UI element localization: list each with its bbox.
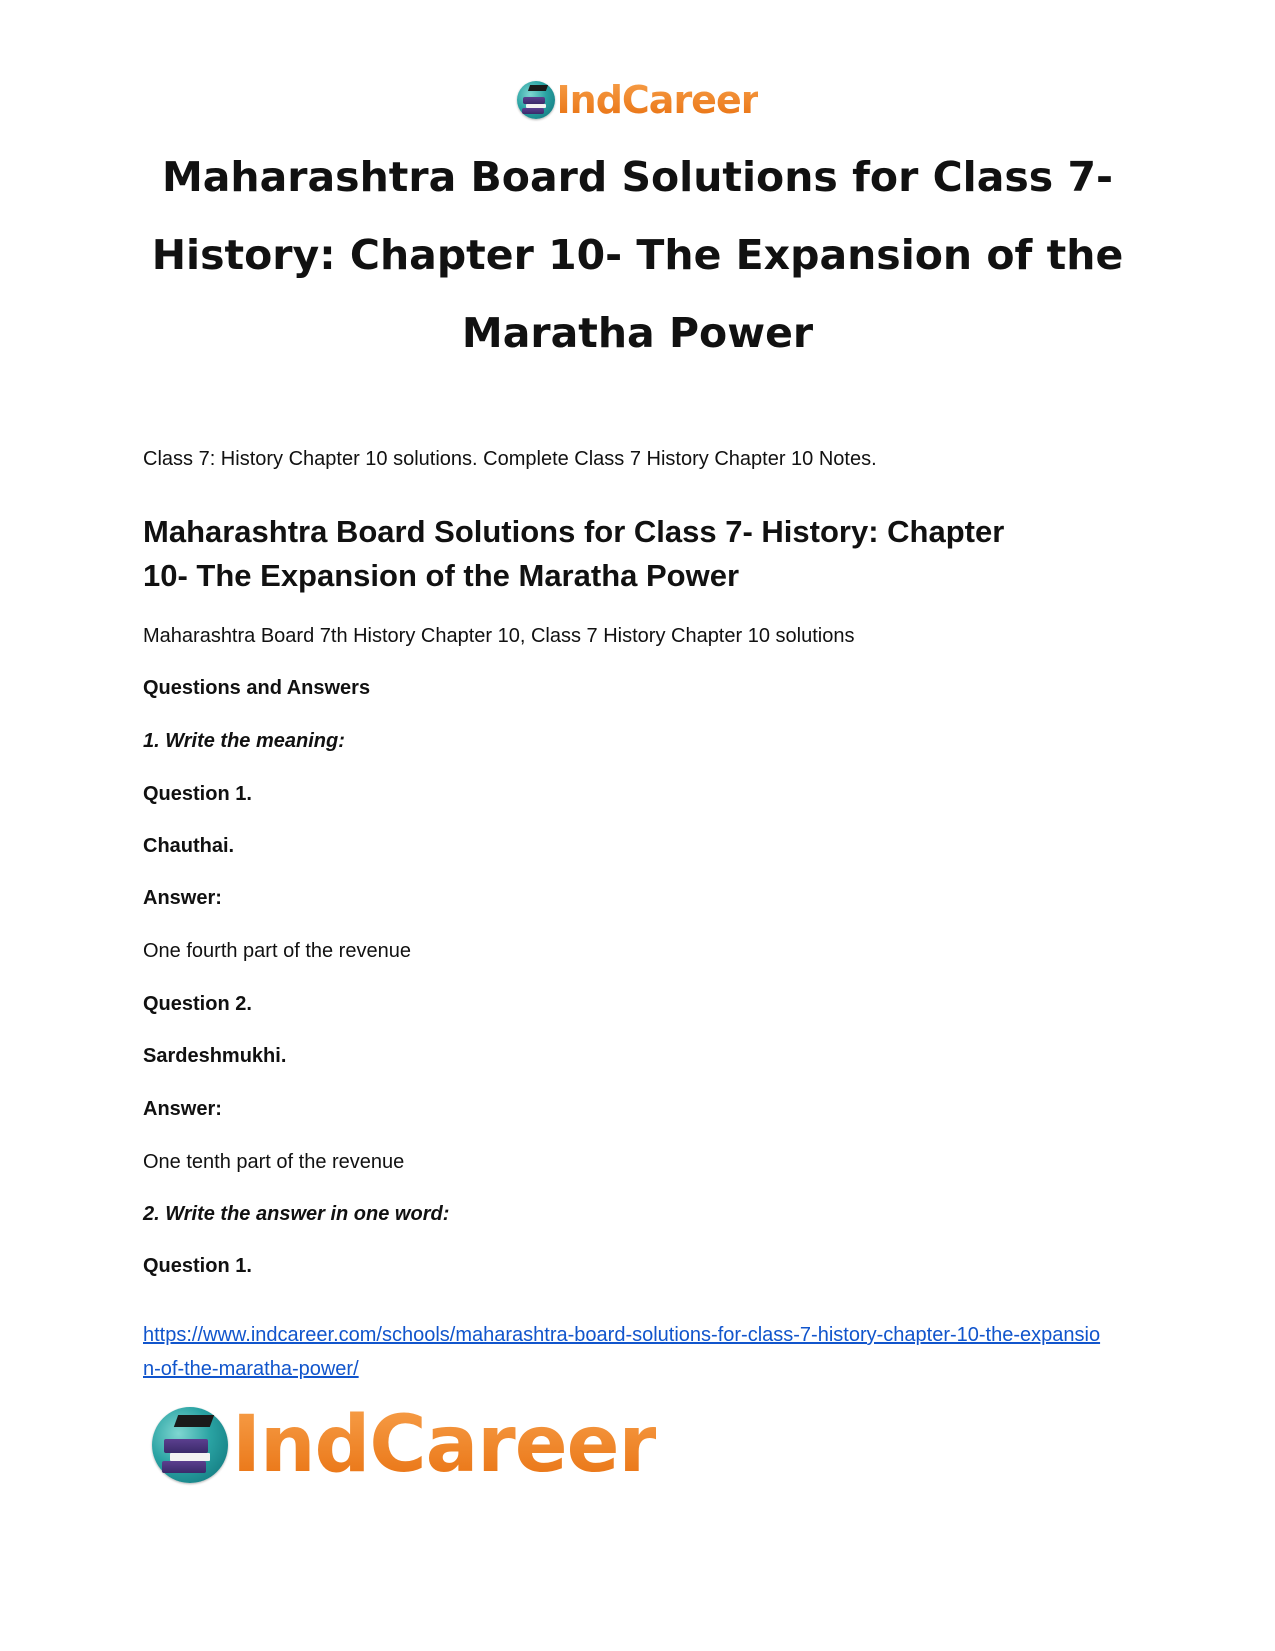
answer-text: One fourth part of the revenue (143, 940, 411, 962)
answer-text: One tenth part of the revenue (143, 1151, 405, 1173)
logo-wordmark: IndCareer (556, 78, 759, 122)
part1-title: 1. Write the meaning: (143, 730, 345, 752)
question-label: Question 2. (143, 993, 252, 1015)
header-logo-container (0, 78, 1275, 122)
source-url-link[interactable]: https://www.indcareer.com/schools/maharashtra-board-solutions-for-class-7-history-chapter-10-the-expansion-of-the-maratha-power/ (143, 1324, 1101, 1380)
globe-books-icon (517, 81, 555, 119)
logo-wordmark: IndCareer (232, 1400, 656, 1490)
intro-text: Class 7: History Chapter 10 solutions. Complete Class 7 History Chapter 10 Notes. (143, 448, 877, 470)
indcareer-logo (517, 78, 759, 122)
globe-books-icon (152, 1407, 228, 1483)
question-label: Question 1. (143, 783, 252, 805)
question-term: Chauthai. (143, 835, 235, 857)
section-heading: Maharashtra Board Solutions for Class 7- History: Chapter 10- The Expansion of the Maratha Power (143, 514, 1005, 593)
answer-label: Answer: (143, 887, 222, 909)
question-label: Question 1. (143, 1255, 252, 1277)
footer-logo-container (152, 1400, 656, 1490)
section-subtitle: Maharashtra Board 7th History Chapter 10, Class 7 History Chapter 10 solutions (143, 625, 855, 647)
page-title: Maharashtra Board Solutions for Class 7- History: Chapter 10- The Expansion of the Maratha Power (151, 153, 1124, 357)
indcareer-logo-large (152, 1400, 656, 1490)
qa-label: Questions and Answers (143, 677, 371, 699)
part2-title: 2. Write the answer in one word: (143, 1203, 450, 1225)
question-term: Sardeshmukhi. (143, 1045, 287, 1067)
answer-label: Answer: (143, 1098, 222, 1120)
